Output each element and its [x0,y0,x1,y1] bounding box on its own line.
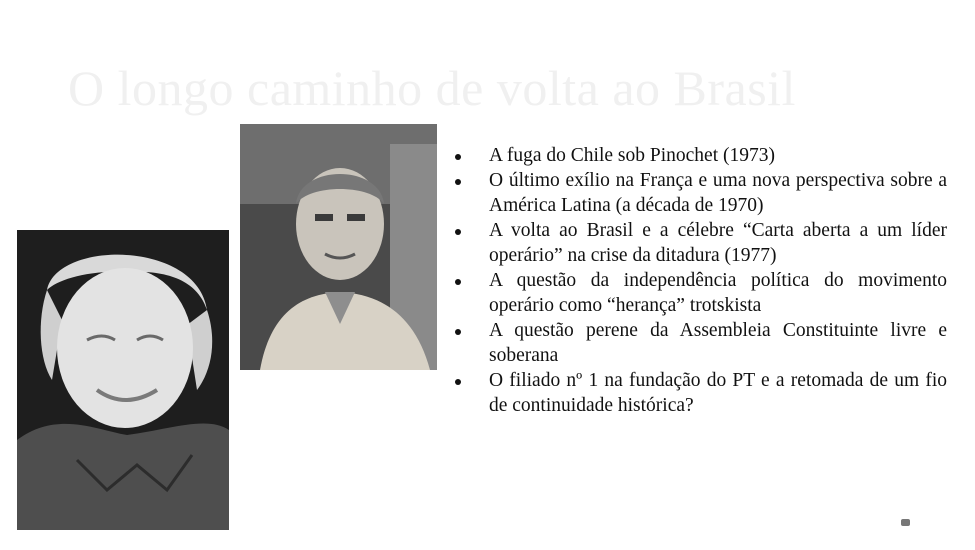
bullet-text: A fuga do Chile sob Pinochet (1973) [489,145,775,166]
bullet-item [455,268,947,318]
bullet-text: O filiado nº 1 na fundação do PT e a retomada de um fio de continuidade histórica? [489,370,947,416]
bullet-item [455,318,947,368]
bullet-dot-icon [455,279,461,285]
bullet-item [455,143,947,168]
portrait-photo-smiling-man [17,230,229,530]
bullet-text: A volta ao Brasil e a célebre “Carta aberta a um líder operário” na crise da ditadura (1977) [489,220,947,266]
bullet-dot-icon [455,154,461,160]
portrait-photo-older-man [240,124,437,370]
bullet-dot-icon [455,379,461,385]
bullet-dot-icon [455,229,461,235]
bullet-dot-icon [455,179,461,185]
bullet-text: O último exílio na França e uma nova perspectiva sobre a América Latina (a década de 1970) [489,170,947,216]
bullet-list [455,143,947,418]
bullet-item [455,368,947,418]
bullet-dot-icon [455,329,461,335]
corner-mark-icon [901,519,910,526]
bullet-text: A questão perene da Assembleia Constituinte livre e soberana [489,320,947,366]
bullet-item [455,168,947,218]
bullet-item [455,218,947,268]
bullet-text: A questão da independência política do movimento operário como “herança” trotskista [489,270,947,316]
slide-title: O longo caminho de volta ao Brasil [68,60,796,116]
